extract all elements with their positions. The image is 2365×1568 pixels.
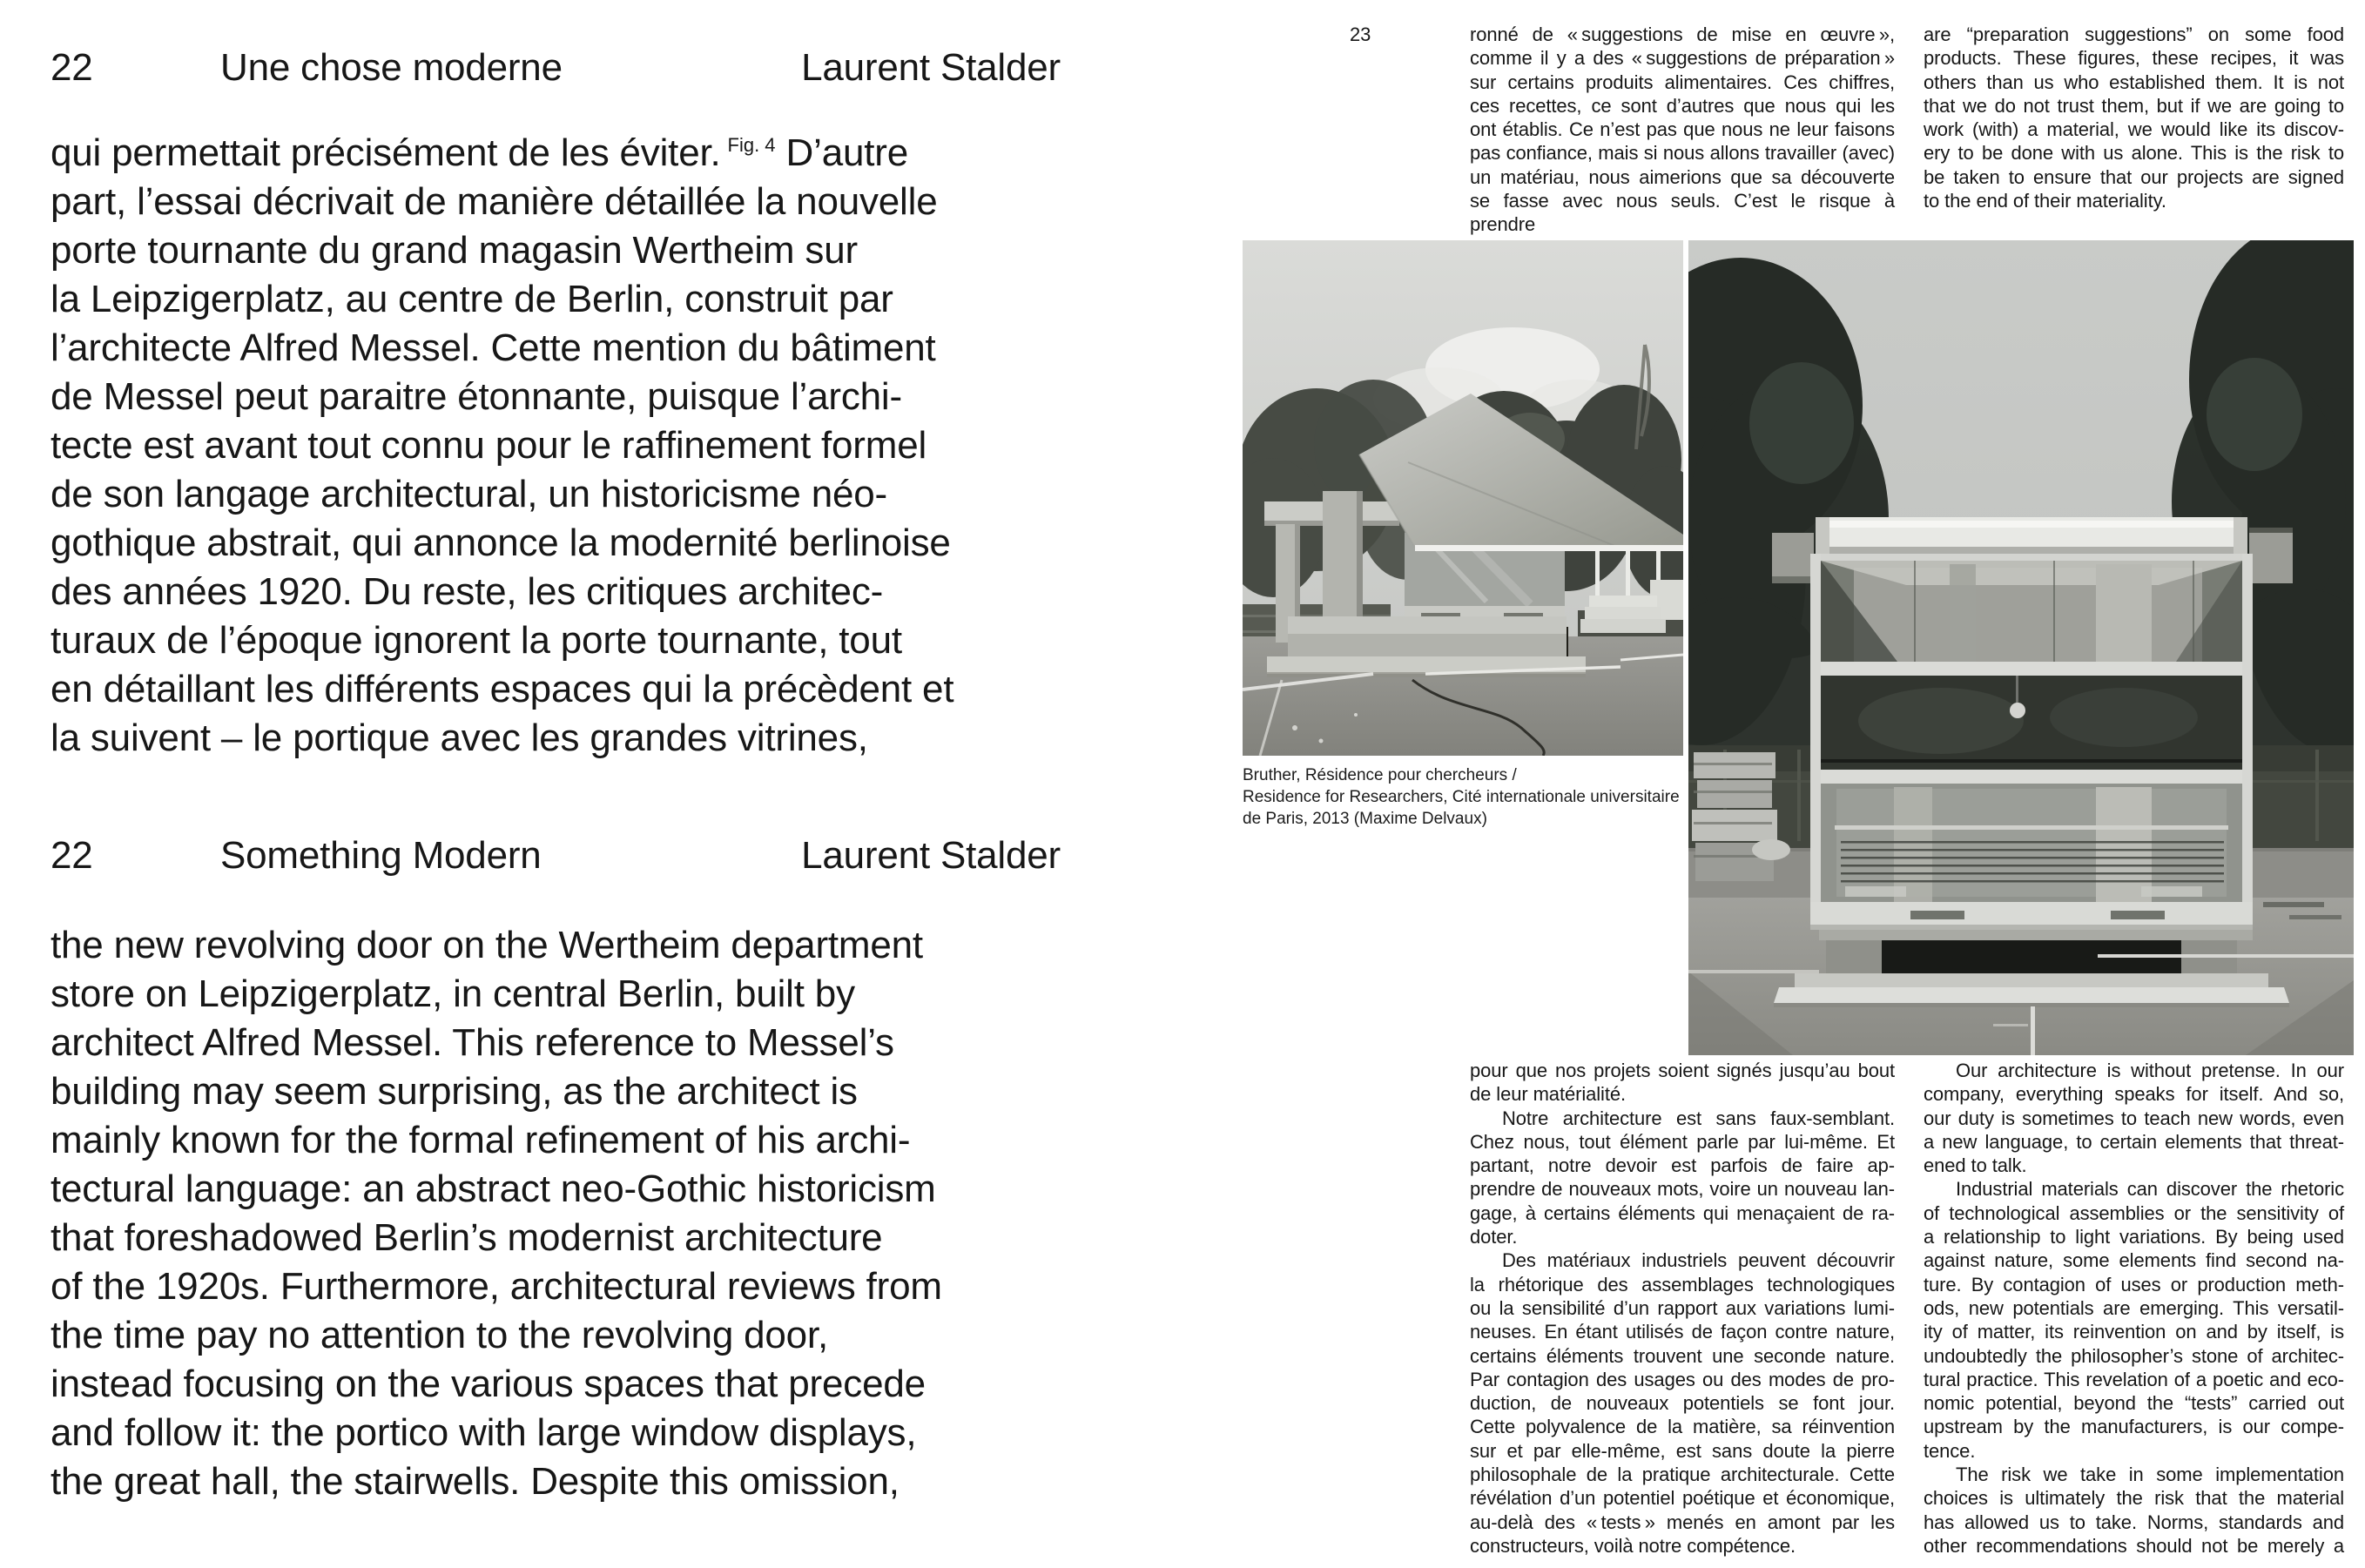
text-line: The risk we take in some implementation (1956, 1464, 2344, 1486)
text-line: prendre de nouveaux mots, voire un nouveau lan- (1470, 1178, 1895, 1201)
paragraph (1470, 23, 1895, 237)
text-line: philosophale de la pratique architecturale. Cette (1470, 1464, 1895, 1486)
text-line: part, l’essai décrivait de manière détaillée la nouvelle (51, 180, 938, 223)
text-line: Our architecture is without pretense. In our (1956, 1060, 2344, 1081)
text-line: our duty is sometimes to teach new words, even (1924, 1107, 2344, 1129)
figure-reference: Fig. 4 (727, 134, 776, 156)
page-number-right: 23 (1350, 24, 1371, 45)
text-line: porte tournante du grand magasin Wertheim sur (51, 229, 858, 272)
text-line: ture. By contagion of uses or production meth- (1924, 1273, 2344, 1295)
body-fr-line1-pre: qui permettait précisément de les éviter. (51, 131, 721, 174)
paragraph (1470, 1248, 1895, 1558)
text-line: has allowed us to take. Norms, standards and (1924, 1511, 2344, 1533)
paragraph (1924, 1059, 2344, 1177)
photo-glass-pavilion (1688, 240, 2354, 1055)
text-line: Industrial materials can discover the rhetoric (1956, 1178, 2344, 1201)
body-text-fr (51, 129, 1064, 763)
page-number-fr: 22 (51, 46, 93, 89)
text-line: constructeurs, voilà notre compétence. (1470, 1534, 1796, 1557)
text-line: en détaillant les différents espaces qui la précèdent et (51, 668, 954, 710)
text-line: gage, à certains éléments qui menaçaient de ra- (1470, 1201, 1895, 1224)
paragraph (1924, 1463, 2344, 1558)
text-line: au-delà des « tests » menés en amont par les (1470, 1511, 1895, 1533)
paragraph (1470, 1059, 1895, 1107)
text-line: undoubtedly the philosopher’s stone of architec- (1924, 1344, 2344, 1367)
text-line: pour que nos projets soient signés jusqu’au bout (1470, 1060, 1895, 1081)
text-line: de Paris, 2013 (Maxime Delvaux) (1243, 810, 1487, 828)
text-line: Bruther, Résidence pour chercheurs / (1243, 766, 1517, 784)
text-line: products. These figures, these recipes, it was (1924, 47, 2344, 70)
text-line: building may seem surprising, as the architect is (51, 1070, 858, 1113)
text-line: architect Alfred Messel. This reference to Messel’s (51, 1021, 894, 1064)
text-line: pas confiance, mais si nous allons travailler (avec) (1470, 142, 1895, 165)
text-line: partant, notre devoir est parfois de faire ap- (1470, 1154, 1895, 1177)
text-line: that foreshadowed Berlin’s modernist architecture (51, 1216, 883, 1259)
body-fr-lines (51, 178, 1064, 763)
text-line: ened to talk. (1924, 1154, 2027, 1177)
text-line (51, 129, 1064, 178)
text-line: nomic potential, beyond the “tests” carried out (1924, 1392, 2344, 1415)
text-line: de Messel peut paraitre étonnante, puisque l’archi- (51, 375, 902, 418)
header-en (51, 831, 1061, 880)
text-line: be taken to ensure that our projects are signed (1924, 165, 2344, 188)
text-line: tectural language: an abstract neo-Gothic historicism (51, 1168, 936, 1210)
text-line: se fasse avec nous seuls. C’est le risque à prendre (1470, 190, 1895, 236)
column-top-english (1924, 23, 2344, 212)
author-name-en: Laurent Stalder (801, 834, 1061, 877)
text-line: Notre architecture est sans faux-semblant. (1502, 1107, 1895, 1129)
text-line: work (with) a material, we would like its discov- (1924, 118, 2344, 141)
essay-title-en: Something Modern (220, 834, 542, 877)
text-line: tence. (1924, 1439, 1976, 1462)
text-line: of technological assemblies or the sensitivity of (1924, 1201, 2344, 1224)
text-line: to the end of their materiality. (1924, 190, 2166, 212)
body-fr-line1-post: D’autre (785, 131, 908, 174)
text-line: gothique abstrait, qui annonce la modernité berlinoise (51, 522, 951, 564)
text-line: ou la sensibilité d’un rapport aux variations lumi- (1470, 1296, 1895, 1319)
text-line: company, everything speaks for itself. And so, (1924, 1083, 2344, 1106)
text-line: choices is ultimately the risk that the material (1924, 1487, 2344, 1510)
text-line: de son langage architectural, un historicisme néo- (51, 473, 887, 515)
text-line: l’architecte Alfred Messel. Cette mention du bâtiment (51, 326, 936, 369)
paragraph (1470, 1107, 1895, 1249)
text-line: neuses. En étant utilisés de façon contre nature, (1470, 1321, 1895, 1343)
text-line: other recommendations should not be merely a (1924, 1534, 2344, 1557)
text-line: and follow it: the portico with large window displays, (51, 1411, 917, 1454)
text-line: against nature, some elements find second na- (1924, 1249, 2344, 1272)
text-line: doter. (1470, 1226, 1518, 1248)
text-line: Chez nous, tout élément parle par lui-même. Et (1470, 1130, 1895, 1153)
text-line: others than us who established them. It is not (1924, 71, 2344, 93)
text-line: de leur matérialité. (1470, 1083, 1626, 1106)
text-line: tecte est avant tout connu pour le raffinement formel (51, 424, 927, 467)
photo-pavilion-canopy-illustration (1243, 240, 1683, 756)
text-line: are “preparation suggestions” on some food (1924, 24, 2344, 45)
text-line: instead focusing on the various spaces that precede (51, 1363, 926, 1405)
text-line: comme il y a des « suggestions de préparation » (1470, 47, 1895, 70)
text-line: des années 1920. Du reste, les critiques architec- (51, 570, 884, 613)
text-line: ont établis. Ce n’est pas que nous ne leur faisons (1470, 118, 1895, 141)
author-name-fr: Laurent Stalder (801, 46, 1061, 89)
photo-caption (1243, 764, 1688, 830)
text-line: la suivent – le portique avec les grandes vitrines, (51, 717, 868, 759)
text-line: Par contagion des usages ou des modes de pro- (1470, 1368, 1895, 1390)
text-line: Residence for Researchers, Cité internationale universitaire (1243, 788, 1680, 806)
text-line: Des matériaux industriels peuvent découvrir (1502, 1249, 1895, 1272)
text-line: la rhétorique des assemblages technologiques (1470, 1273, 1895, 1295)
column-top-french (1470, 23, 1895, 237)
photo-pavilion-canopy (1243, 240, 1683, 756)
text-line: Cette polyvalence de la matière, sa réinvention (1470, 1416, 1895, 1438)
text-line: ery to be done with us alone. This is the risk to (1924, 142, 2344, 165)
text-line: upstream by the manufacturers, is our compe- (1924, 1416, 2344, 1438)
text-line: a relationship to light variations. By being used (1924, 1226, 2344, 1248)
text-line: mainly known for the formal refinement of his archi- (51, 1119, 911, 1161)
text-line: store on Leipzigerplatz, in central Berlin, built by (51, 972, 855, 1015)
text-line: ods, new potentials are emerging. This versatil- (1924, 1296, 2344, 1319)
text-line: sur et par elle-même, est sans doute la pierre (1470, 1439, 1895, 1462)
text-line: certains éléments trouvent une seconde nature. (1470, 1344, 1895, 1367)
text-line: ity of matter, its reinvention on and by itself, is (1924, 1321, 2344, 1343)
essay-title-fr: Une chose moderne (220, 46, 563, 89)
text-line: turaux de l’époque ignorent la porte tournante, tout (51, 619, 902, 662)
paragraph (1924, 1177, 2344, 1463)
text-line: of the 1920s. Furthermore, architectural reviews from (51, 1265, 942, 1308)
text-line: duction, de nouveaux potentiels se font jour. (1470, 1392, 1895, 1415)
text-line: un matériau, nous aimerions que sa découverte (1470, 165, 1895, 188)
text-line: that we do not trust them, but if we are going to (1924, 94, 2344, 117)
text-line: the time pay no attention to the revolving door, (51, 1314, 828, 1356)
text-line: the great hall, the stairwells. Despite this omission, (51, 1460, 900, 1503)
text-line: tural practice. This revelation of a poetic and eco- (1924, 1368, 2344, 1390)
header-fr (51, 44, 1061, 92)
text-line: a new language, to certain elements that threat- (1924, 1130, 2344, 1153)
text-line: the new revolving door on the Wertheim department (51, 924, 923, 966)
column-bottom-french (1470, 1059, 1895, 1558)
text-line: révélation d’un potentiel poétique et économique, (1470, 1487, 1895, 1510)
paragraph (1924, 23, 2344, 212)
text-line: la Leipzigerplatz, au centre de Berlin, construit par (51, 278, 893, 320)
photo-glass-pavilion-illustration (1688, 240, 2354, 1055)
text-line: ronné de « suggestions de mise en œuvre », (1470, 24, 1895, 45)
body-text-en (51, 921, 1064, 1506)
page-number-en: 22 (51, 834, 93, 877)
text-line: ces recettes, ce sont d’autres que nous qui les (1470, 94, 1895, 117)
text-line: sur certains produits alimentaires. Ces chiffres, (1470, 71, 1895, 93)
column-bottom-english (1924, 1059, 2344, 1558)
